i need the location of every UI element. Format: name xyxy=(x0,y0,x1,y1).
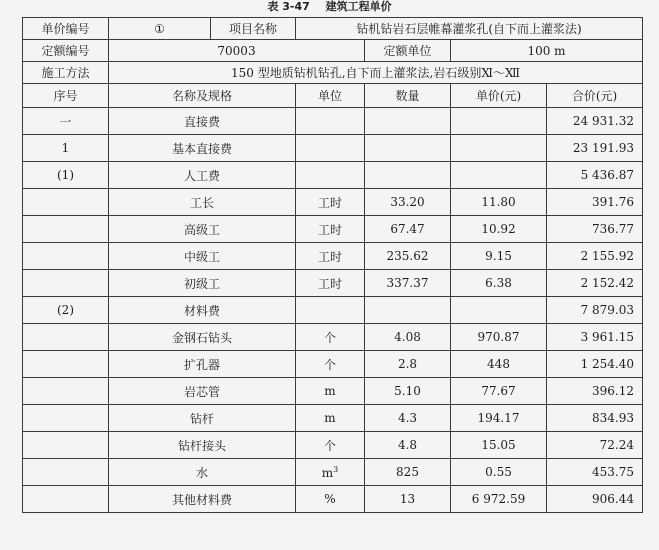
cell-name-text: 初级工 xyxy=(183,276,220,291)
cell-unit-text: 工时 xyxy=(317,276,342,291)
cell-unit-text: m xyxy=(324,384,336,398)
table-caption xyxy=(0,0,659,16)
cell-price xyxy=(451,324,547,351)
cell-name-text: 材料费 xyxy=(183,303,220,318)
cell-qty-text: 337.37 xyxy=(386,276,429,290)
table-row xyxy=(23,324,643,351)
cell-qty xyxy=(365,324,451,351)
cell-total-text: 2 152.42 xyxy=(580,276,634,290)
project-name: 钻机钻岩石层帷幕灌浆孔(自下而上灌浆法) xyxy=(296,18,643,40)
cell-total xyxy=(547,189,643,216)
cell-seq xyxy=(23,432,109,459)
cell-qty xyxy=(365,108,451,135)
cell-qty-text: 4.8 xyxy=(397,438,418,452)
cell-qty xyxy=(365,270,451,297)
table-row xyxy=(23,243,643,270)
cell-qty xyxy=(365,405,451,432)
cell-price xyxy=(451,108,547,135)
cell-qty xyxy=(365,297,451,324)
table-row xyxy=(23,162,643,189)
cell-unit xyxy=(296,432,365,459)
method-label: 施工方法 xyxy=(23,62,109,84)
cell-price-text: 448 xyxy=(487,357,510,371)
cell-total-text: 453.75 xyxy=(592,465,634,479)
cell-seq xyxy=(23,405,109,432)
cell-total-text: 834.93 xyxy=(592,411,634,425)
cell-price-text: 11.80 xyxy=(481,195,516,209)
cell-qty xyxy=(365,351,451,378)
col-header-total: 合价(元) xyxy=(547,84,643,108)
table-row xyxy=(23,459,643,486)
table-row xyxy=(23,432,643,459)
unit-superscript: 3 xyxy=(333,464,339,474)
table-row xyxy=(23,405,643,432)
cell-qty-text: 5.10 xyxy=(394,384,421,398)
table-number: 表 3-47 xyxy=(267,0,310,13)
cell-unit xyxy=(296,378,365,405)
cell-price xyxy=(451,297,547,324)
cell-name-text: 高级工 xyxy=(183,222,220,237)
cell-name-text: 水 xyxy=(195,465,208,480)
cell-unit xyxy=(296,405,365,432)
cell-unit-text: 个 xyxy=(323,438,336,453)
cell-total-text: 2 155.92 xyxy=(580,249,634,263)
cell-price xyxy=(451,405,547,432)
cell-price xyxy=(451,432,547,459)
cell-unit xyxy=(296,243,365,270)
header-row-3 xyxy=(23,62,643,84)
cell-price xyxy=(451,243,547,270)
cell-price xyxy=(451,162,547,189)
header-row-1 xyxy=(23,18,643,40)
cell-seq-text: 一 xyxy=(59,114,72,129)
cell-qty xyxy=(365,189,451,216)
cell-seq xyxy=(23,297,109,324)
quota-unit-label: 定额单位 xyxy=(365,40,451,62)
cell-price xyxy=(451,378,547,405)
unit-price-table xyxy=(22,17,643,513)
cell-unit xyxy=(296,270,365,297)
table-row xyxy=(23,378,643,405)
table-row xyxy=(23,270,643,297)
cell-total-text: 23 191.93 xyxy=(572,141,634,155)
unit-price-no: ① xyxy=(109,18,211,40)
cell-total xyxy=(547,486,643,513)
cell-unit xyxy=(296,459,365,486)
table-row xyxy=(23,189,643,216)
cell-seq xyxy=(23,324,109,351)
cell-unit xyxy=(296,162,365,189)
cell-total-text: 1 254.40 xyxy=(580,357,634,371)
cell-name xyxy=(109,216,296,243)
cell-unit xyxy=(296,135,365,162)
table-row xyxy=(23,135,643,162)
cell-name xyxy=(109,324,296,351)
cell-price-text: 10.92 xyxy=(481,222,516,236)
cell-name-text: 钻杆接头 xyxy=(177,438,226,453)
cell-unit xyxy=(296,486,365,513)
cell-qty-text: 235.62 xyxy=(386,249,429,263)
cell-name-text: 钻杆 xyxy=(189,411,214,426)
col-header-name: 名称及规格 xyxy=(109,84,296,108)
cell-qty xyxy=(365,162,451,189)
cell-qty xyxy=(365,432,451,459)
cell-price-text: 15.05 xyxy=(481,438,516,452)
cell-total xyxy=(547,351,643,378)
cell-price-text: 194.17 xyxy=(477,411,520,425)
cell-total-text: 7 879.03 xyxy=(580,303,634,317)
column-header-row xyxy=(23,84,643,108)
table-title: 建筑工程单价 xyxy=(325,0,392,13)
cell-name xyxy=(109,297,296,324)
project-name-label: 项目名称 xyxy=(211,18,296,40)
cell-price xyxy=(451,135,547,162)
cell-name xyxy=(109,135,296,162)
header-row-2 xyxy=(23,40,643,62)
cell-total-text: 3 961.15 xyxy=(580,330,634,344)
cell-qty-text: 2.8 xyxy=(397,357,418,371)
cell-price-text: 77.67 xyxy=(481,384,516,398)
cell-name-text: 人工费 xyxy=(183,168,220,183)
cell-name-text: 其他材料费 xyxy=(171,492,232,507)
cell-name xyxy=(109,189,296,216)
cell-unit xyxy=(296,216,365,243)
cell-qty-text: 4.3 xyxy=(397,411,418,425)
cell-total-text: 391.76 xyxy=(592,195,634,209)
cell-unit-text: 个 xyxy=(323,330,336,345)
cell-total-text: 906.44 xyxy=(592,492,634,506)
cell-name xyxy=(109,432,296,459)
cell-price xyxy=(451,459,547,486)
table-row xyxy=(23,351,643,378)
cell-qty xyxy=(365,459,451,486)
cell-price xyxy=(451,189,547,216)
cell-seq xyxy=(23,162,109,189)
cell-total xyxy=(547,459,643,486)
col-header-unit: 单位 xyxy=(296,84,365,108)
cell-total xyxy=(547,270,643,297)
cell-name xyxy=(109,270,296,297)
cell-price-text: 9.15 xyxy=(485,249,512,263)
quota-no: 70003 xyxy=(109,40,365,62)
cell-unit xyxy=(296,189,365,216)
cell-name xyxy=(109,108,296,135)
cell-unit xyxy=(296,297,365,324)
cell-seq-text: (1) xyxy=(57,168,74,182)
cell-qty-text: 13 xyxy=(399,492,416,506)
cell-qty xyxy=(365,216,451,243)
col-header-price: 单价(元) xyxy=(451,84,547,108)
cell-unit xyxy=(296,324,365,351)
cell-qty-text: 67.47 xyxy=(390,222,425,236)
cell-price xyxy=(451,351,547,378)
cell-name xyxy=(109,486,296,513)
cell-unit xyxy=(296,351,365,378)
cell-seq xyxy=(23,486,109,513)
cell-unit-text: 工时 xyxy=(317,195,342,210)
col-header-seq: 序号 xyxy=(23,84,109,108)
cell-unit-text: m xyxy=(324,411,336,425)
cell-name-text: 工长 xyxy=(189,195,214,210)
cell-unit xyxy=(296,108,365,135)
cell-total-text: 24 931.32 xyxy=(572,114,634,128)
cell-unit-text: % xyxy=(324,492,336,506)
cell-total xyxy=(547,135,643,162)
cell-name xyxy=(109,405,296,432)
cell-price-text: 6 972.59 xyxy=(471,492,526,506)
table-row xyxy=(23,108,643,135)
cell-price-text: 0.55 xyxy=(485,465,512,479)
cell-total-text: 5 436.87 xyxy=(580,168,634,182)
cell-name-text: 金钢石钻头 xyxy=(171,330,232,345)
cell-price xyxy=(451,270,547,297)
unit-price-no-label: 单价编号 xyxy=(23,18,109,40)
cell-seq xyxy=(23,189,109,216)
cell-seq xyxy=(23,459,109,486)
cell-seq xyxy=(23,351,109,378)
cell-unit-text: 工时 xyxy=(317,222,342,237)
cell-total xyxy=(547,324,643,351)
cell-seq-text: 1 xyxy=(61,141,70,155)
cell-total xyxy=(547,405,643,432)
cell-total xyxy=(547,216,643,243)
cell-seq xyxy=(23,108,109,135)
cell-qty xyxy=(365,378,451,405)
cell-total-text: 72.24 xyxy=(599,438,634,452)
table-row xyxy=(23,297,643,324)
cell-total xyxy=(547,162,643,189)
cell-price-text: 6.38 xyxy=(485,276,512,290)
cell-total xyxy=(547,297,643,324)
cell-name xyxy=(109,351,296,378)
cell-qty-text: 33.20 xyxy=(390,195,425,209)
cell-total xyxy=(547,108,643,135)
cell-name-text: 基本直接费 xyxy=(171,141,232,156)
cell-name xyxy=(109,378,296,405)
cell-total xyxy=(547,243,643,270)
cell-total xyxy=(547,432,643,459)
cell-seq xyxy=(23,243,109,270)
cell-qty xyxy=(365,135,451,162)
cell-name xyxy=(109,162,296,189)
cell-qty xyxy=(365,243,451,270)
cell-name-text: 中级工 xyxy=(183,249,220,264)
cell-price xyxy=(451,216,547,243)
cell-unit-text: 个 xyxy=(323,357,336,372)
cell-name xyxy=(109,459,296,486)
cell-unit-text: m xyxy=(321,465,334,480)
cell-seq xyxy=(23,135,109,162)
quota-no-label: 定额编号 xyxy=(23,40,109,62)
cell-name-text: 岩芯管 xyxy=(183,384,220,399)
cell-qty-text: 825 xyxy=(396,465,419,479)
cell-name xyxy=(109,243,296,270)
cell-seq xyxy=(23,270,109,297)
cell-unit-text: 工时 xyxy=(317,249,342,264)
cell-qty-text: 4.08 xyxy=(394,330,421,344)
cell-price-text: 970.87 xyxy=(477,330,520,344)
cell-qty xyxy=(365,486,451,513)
cell-seq-text: (2) xyxy=(57,303,74,317)
cell-seq xyxy=(23,216,109,243)
cell-name-text: 扩孔器 xyxy=(183,357,220,372)
table-row xyxy=(23,486,643,513)
cell-total xyxy=(547,378,643,405)
cell-seq xyxy=(23,378,109,405)
quota-unit: 100 m xyxy=(451,40,643,62)
cell-total-text: 396.12 xyxy=(592,384,634,398)
cell-total-text: 736.77 xyxy=(592,222,634,236)
cell-price xyxy=(451,486,547,513)
cell-name-text: 直接费 xyxy=(183,114,220,129)
col-header-qty: 数量 xyxy=(365,84,451,108)
construction-method: 150 型地质钻机钻孔,自下而上灌浆法,岩石级别Ⅺ～Ⅻ xyxy=(109,62,643,84)
table-row xyxy=(23,216,643,243)
